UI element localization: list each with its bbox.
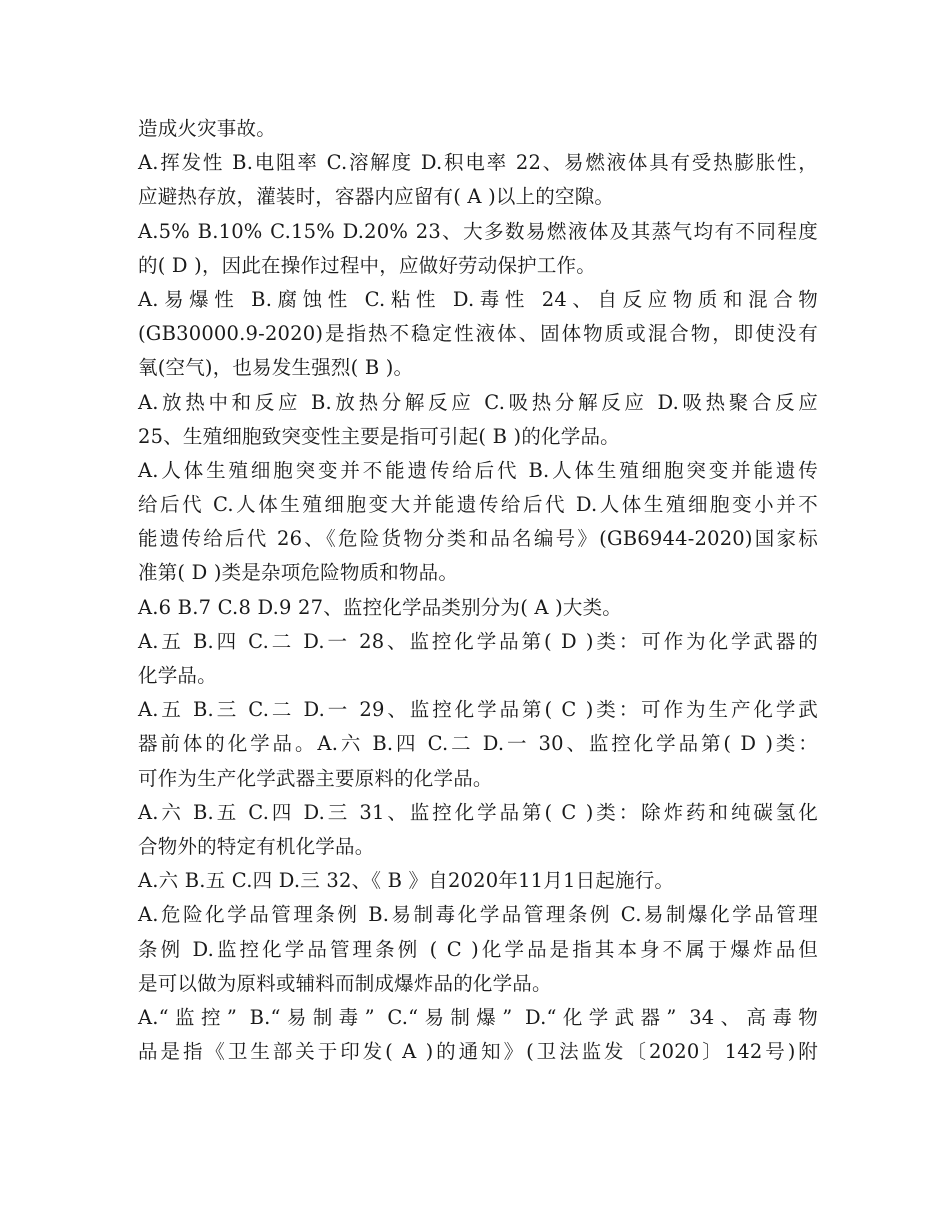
text-line: A.人体生殖细胞突变并不能遗传给后代 B.人体生殖细胞突变并能遗传 (138, 458, 818, 482)
text-line: 给后代 C.人体生殖细胞变大并能遗传给后代 D.人体生殖细胞变小并不 (138, 493, 818, 517)
text-line: A.5% B.10% C.15% D.20% 23、大多数易燃液体及其蒸气均有不同程度 (138, 219, 818, 243)
text-line: 的( D )，因此在操作过程中，应做好劳动保护工作。 (138, 253, 596, 277)
text-line: A.“监控” B.“易制毒” C.“易制爆” D.“化学武器” 34、高毒物 (138, 1005, 818, 1029)
text-line: 化学品。 (138, 664, 217, 687)
text-line: 准第( D )类是杂项危险物质和物品。 (138, 561, 459, 585)
text-line: A.六 B.五 C.四 D.三 32、《 B 》自2020年11月1日起施行。 (138, 869, 675, 893)
text-line: 应避热存放，灌装时，容器内应留有( A )以上的空隙。 (138, 185, 615, 209)
text-line: 能遗传给后代 26、《危险货物分类和品名编号》(GB6944-2020)国家标 (138, 527, 818, 551)
text-line: 器前体的化学品。A.六 B.四 C.二 D.一 30、监控化学品第( D )类： (138, 732, 818, 756)
text-line: 氧(空气)，也易发生强烈( B )。 (138, 356, 414, 380)
text-line: 品是指《卫生部关于印发( A )的通知》(卫法监发〔2020〕142号)附 (138, 1040, 818, 1064)
text-line: 造成火灾事故。 (138, 117, 276, 140)
text-line: A.挥发性 B.电阻率 C.溶解度 D.积电率 22、易燃液体具有受热膨胀性， (138, 151, 818, 175)
text-line: (GB30000.9-2020)是指热不稳定性液体、固体物质或混合物，即使没有 (138, 322, 818, 346)
document-body (138, 112, 818, 1069)
text-line: 合物外的特定有机化学品。 (138, 834, 375, 858)
text-line: A.五 B.三 C.二 D.一 29、监控化学品第( C )类：可作为生产化学武 (138, 698, 818, 722)
text-line: A.6 B.7 C.8 D.9 27、监控化学品类别分为( A )大类。 (138, 595, 622, 619)
text-line: 是可以做为原料或辅料而制成爆炸品的化学品。 (138, 971, 552, 995)
text-line: A.六 B.五 C.四 D.三 31、监控化学品第( C )类：除炸药和纯碳氢化 (138, 800, 818, 824)
text-line: 条例 D.监控化学品管理条例 ( C )化学品是指其本身不属于爆炸品但 (138, 937, 818, 961)
text-line: A.五 B.四 C.二 D.一 28、监控化学品第( D )类：可作为化学武器的 (138, 629, 818, 653)
text-line: 25、生殖细胞致突变性主要是指可引起( B )的化学品。 (138, 424, 620, 448)
text-line: A.危险化学品管理条例 B.易制毒化学品管理条例 C.易制爆化学品管理 (138, 903, 818, 927)
text-line: A.易爆性 B.腐蚀性 C.粘性 D.毒性 24、自反应物质和混合物 (138, 287, 818, 311)
text-line: A.放热中和反应 B.放热分解反应 C.吸热分解反应 D.吸热聚合反应 (138, 390, 818, 414)
text-line: 可作为生产化学武器主要原料的化学品。 (138, 766, 493, 790)
